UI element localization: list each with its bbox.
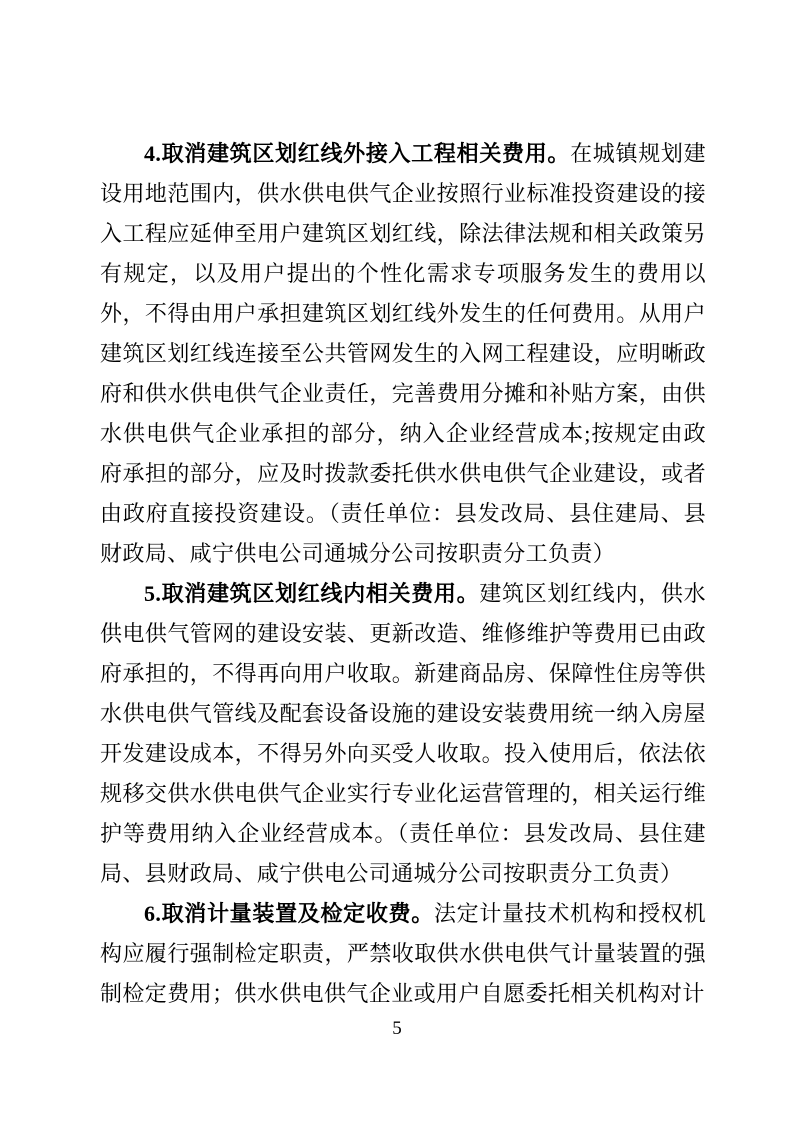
document-body: [100, 134, 706, 1014]
paragraph-5-body: 建筑区划红线内，供水供电供气管网的建设安装、更新改造、维修维护等费用已由政府承担的，不得再向用户收取。新建商品房、保障性住房等供水供电供气管线及配套设备设施的建设安装费用统一纳入房屋开发建设成本，不得另外向买受人收取。投入使用后，依法依规移交供水供电供气企业实行专业化运营管理的，相关运行维护等费用纳入企业经营成本。（责任单位：县发改局、县住建局、县财政局、咸宁供电公司通城分公司按职责分工负责）: [100, 581, 706, 886]
paragraph-5-heading: 5.取消建筑区划红线内相关费用。: [144, 581, 480, 606]
paragraph-6-body: 法定计量技术机构和授权机构应履行强制检定职责，严禁收取供水供电供气计量装置的强制检定费用；供水供电供气企业或用户自愿委托相关机构对计: [100, 901, 706, 1006]
paragraph-4: [100, 134, 706, 574]
paragraph-4-heading: 4.取消建筑区划红线外接入工程相关费用。: [144, 141, 571, 166]
paragraph-4-body: 在城镇规划建设用地范围内，供水供电供气企业按照行业标准投资建设的接入工程应延伸至用户建筑区划红线，除法律法规和相关政策另有规定，以及用户提出的个性化需求专项服务发生的费用以外，不得由用户承担建筑区划红线外发生的任何费用。从用户建筑区划红线连接至公共管网发生的入网工程建设，应明晰政府和供水供电供气企业责任，完善费用分摊和补贴方案，由供水供电供气企业承担的部分，纳入企业经营成本;按规定由政府承担的部分，应及时拨款委托供水供电供气企业建设，或者由政府直接投资建设。（责任单位：县发改局、县住建局、县财政局、咸宁供电公司通城分公司按职责分工负责）: [100, 141, 706, 566]
page-number: 5: [392, 1018, 402, 1039]
paragraph-6: [100, 894, 706, 1014]
page-footer: [0, 1014, 794, 1044]
paragraph-5: [100, 574, 706, 894]
paragraph-6-heading: 6.取消计量装置及检定收费。: [144, 901, 434, 926]
